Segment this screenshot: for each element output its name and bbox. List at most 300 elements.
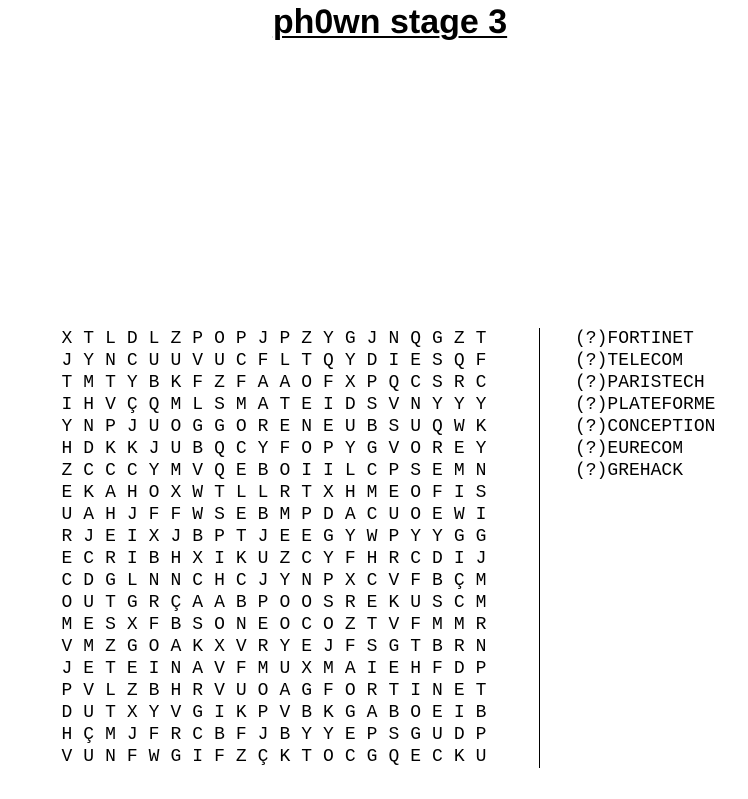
grid-cell[interactable]: A <box>192 659 204 679</box>
grid-cell[interactable]: Y <box>410 527 422 547</box>
grid-cell[interactable]: X <box>301 659 313 679</box>
grid-cell[interactable]: K <box>192 637 204 657</box>
grid-cell[interactable]: Y <box>344 351 356 371</box>
grid-cell[interactable]: A <box>105 483 116 503</box>
grid-cell[interactable]: G <box>366 747 378 767</box>
grid-cell[interactable]: P <box>214 527 225 547</box>
grid-cell[interactable]: E <box>301 637 313 657</box>
grid-cell[interactable]: P <box>235 329 247 349</box>
grid-cell[interactable]: P <box>61 681 73 701</box>
grid-cell[interactable]: C <box>432 747 443 767</box>
grid-cell[interactable]: X <box>148 527 160 547</box>
grid-cell[interactable]: U <box>257 549 269 569</box>
grid-cell[interactable]: V <box>388 395 400 415</box>
grid-cell[interactable]: C <box>235 571 247 591</box>
grid-cell[interactable]: H <box>126 483 138 503</box>
grid-cell[interactable]: I <box>61 395 73 415</box>
grid-cell[interactable]: F <box>344 637 356 657</box>
grid-cell[interactable]: A <box>279 681 291 701</box>
grid-cell[interactable]: L <box>105 329 116 349</box>
grid-cell[interactable]: M <box>323 659 334 679</box>
grid-cell[interactable]: E <box>366 593 378 613</box>
grid-cell[interactable]: P <box>388 461 400 481</box>
grid-cell[interactable]: V <box>83 681 95 701</box>
grid-cell[interactable]: I <box>388 351 400 371</box>
grid-cell[interactable]: V <box>170 703 182 723</box>
grid-cell[interactable]: C <box>105 461 116 481</box>
grid-cell[interactable]: F <box>432 483 443 503</box>
grid-cell[interactable]: W <box>366 527 378 547</box>
grid-cell[interactable]: S <box>432 351 443 371</box>
grid-cell[interactable]: A <box>192 593 204 613</box>
grid-cell[interactable]: H <box>366 549 378 569</box>
grid-cell[interactable]: B <box>148 681 160 701</box>
grid-cell[interactable]: Z <box>235 747 247 767</box>
grid-cell[interactable]: F <box>170 505 182 525</box>
grid-cell[interactable]: V <box>214 659 225 679</box>
grid-cell[interactable]: S <box>214 505 225 525</box>
grid-cell[interactable]: D <box>432 549 443 569</box>
grid-cell[interactable]: J <box>257 571 269 591</box>
grid-cell[interactable]: P <box>192 329 204 349</box>
grid-cell[interactable]: O <box>410 483 422 503</box>
grid-cell[interactable]: Q <box>148 395 160 415</box>
grid-cell[interactable]: O <box>301 373 313 393</box>
grid-cell[interactable]: Y <box>279 571 291 591</box>
grid-cell[interactable]: D <box>453 659 465 679</box>
grid-cell[interactable]: M <box>453 461 465 481</box>
grid-cell[interactable]: P <box>257 593 269 613</box>
grid-cell[interactable]: D <box>453 725 465 745</box>
grid-cell[interactable]: E <box>432 461 443 481</box>
grid-cell[interactable]: B <box>432 637 443 657</box>
grid-cell[interactable]: E <box>83 615 95 635</box>
grid-cell[interactable]: Z <box>301 329 313 349</box>
grid-cell[interactable]: E <box>410 351 422 371</box>
grid-cell[interactable]: T <box>366 615 378 635</box>
grid-cell[interactable]: G <box>170 747 182 767</box>
grid-cell[interactable]: B <box>301 703 313 723</box>
grid-cell[interactable]: K <box>475 417 487 437</box>
grid-cell[interactable]: I <box>453 549 465 569</box>
grid-cell[interactable]: P <box>475 659 487 679</box>
grid-cell[interactable]: Z <box>453 329 465 349</box>
grid-cell[interactable]: R <box>475 615 487 635</box>
grid-cell[interactable]: J <box>61 351 73 371</box>
grid-cell[interactable]: Q <box>214 439 225 459</box>
grid-cell[interactable]: D <box>126 329 138 349</box>
grid-cell[interactable]: C <box>453 593 465 613</box>
grid-cell[interactable]: C <box>61 571 73 591</box>
grid-cell[interactable]: X <box>344 571 356 591</box>
grid-cell[interactable]: J <box>126 505 138 525</box>
grid-cell[interactable]: H <box>105 505 116 525</box>
grid-cell[interactable]: O <box>410 703 422 723</box>
grid-cell[interactable]: P <box>279 329 291 349</box>
grid-cell[interactable]: M <box>475 593 487 613</box>
grid-cell[interactable]: E <box>61 549 73 569</box>
grid-cell[interactable]: P <box>323 571 334 591</box>
grid-cell[interactable]: Ç <box>257 747 269 767</box>
grid-cell[interactable]: N <box>475 461 487 481</box>
grid-cell[interactable]: O <box>279 615 291 635</box>
grid-cell[interactable]: O <box>279 593 291 613</box>
grid-cell[interactable]: Y <box>148 461 160 481</box>
grid-cell[interactable]: A <box>344 505 356 525</box>
grid-cell[interactable]: Z <box>61 461 73 481</box>
grid-cell[interactable]: E <box>61 483 73 503</box>
grid-cell[interactable]: H <box>344 483 356 503</box>
grid-cell[interactable]: U <box>410 593 422 613</box>
grid-cell[interactable]: V <box>235 637 247 657</box>
grid-cell[interactable]: B <box>192 439 204 459</box>
grid-cell[interactable]: U <box>148 417 160 437</box>
grid-cell[interactable]: M <box>432 615 443 635</box>
grid-cell[interactable]: V <box>388 571 400 591</box>
grid-cell[interactable]: H <box>170 549 182 569</box>
grid-cell[interactable]: T <box>105 659 116 679</box>
grid-cell[interactable]: O <box>214 615 225 635</box>
grid-cell[interactable]: U <box>279 659 291 679</box>
grid-cell[interactable]: R <box>257 637 269 657</box>
grid-cell[interactable]: E <box>323 417 334 437</box>
grid-cell[interactable]: S <box>366 637 378 657</box>
grid-cell[interactable]: G <box>344 329 356 349</box>
grid-cell[interactable]: A <box>170 637 182 657</box>
grid-cell[interactable]: A <box>344 659 356 679</box>
grid-cell[interactable]: M <box>83 373 95 393</box>
grid-cell[interactable]: K <box>323 703 334 723</box>
grid-cell[interactable]: I <box>214 703 225 723</box>
grid-cell[interactable]: G <box>323 527 334 547</box>
grid-cell[interactable]: E <box>126 659 138 679</box>
grid-cell[interactable]: T <box>214 483 225 503</box>
grid-cell[interactable]: R <box>344 593 356 613</box>
grid-cell[interactable]: C <box>410 373 422 393</box>
grid-cell[interactable]: G <box>214 417 225 437</box>
grid-cell[interactable]: B <box>148 549 160 569</box>
grid-cell[interactable]: J <box>83 527 95 547</box>
grid-cell[interactable]: T <box>301 747 313 767</box>
grid-cell[interactable]: Q <box>432 417 443 437</box>
grid-cell[interactable]: Q <box>453 351 465 371</box>
grid-cell[interactable]: G <box>126 637 138 657</box>
grid-cell[interactable]: V <box>61 747 73 767</box>
grid-cell[interactable]: Ç <box>126 395 138 415</box>
grid-cell[interactable]: H <box>61 725 73 745</box>
grid-cell[interactable]: X <box>126 615 138 635</box>
grid-cell[interactable]: Y <box>344 527 356 547</box>
grid-cell[interactable]: V <box>61 637 73 657</box>
grid-cell[interactable]: E <box>235 461 247 481</box>
grid-cell[interactable]: W <box>453 417 465 437</box>
grid-cell[interactable]: N <box>170 571 182 591</box>
grid-cell[interactable]: A <box>257 395 269 415</box>
grid-cell[interactable]: I <box>126 549 138 569</box>
grid-cell[interactable]: S <box>105 615 116 635</box>
grid-cell[interactable]: R <box>279 483 291 503</box>
grid-cell[interactable]: Q <box>388 747 400 767</box>
grid-cell[interactable]: T <box>235 527 247 547</box>
grid-cell[interactable]: R <box>453 373 465 393</box>
grid-cell[interactable]: Z <box>170 329 182 349</box>
grid-cell[interactable]: O <box>301 593 313 613</box>
grid-cell[interactable]: A <box>83 505 95 525</box>
grid-cell[interactable]: Y <box>475 395 487 415</box>
grid-cell[interactable]: D <box>83 571 95 591</box>
grid-cell[interactable]: I <box>323 461 334 481</box>
grid-cell[interactable]: S <box>432 593 443 613</box>
grid-cell[interactable]: H <box>83 395 95 415</box>
grid-cell[interactable]: C <box>192 571 204 591</box>
grid-cell[interactable]: M <box>366 483 378 503</box>
grid-cell[interactable]: S <box>366 395 378 415</box>
grid-cell[interactable]: I <box>148 659 160 679</box>
grid-cell[interactable]: N <box>83 417 95 437</box>
grid-cell[interactable]: P <box>475 725 487 745</box>
grid-cell[interactable]: J <box>170 527 182 547</box>
grid-cell[interactable]: F <box>323 373 334 393</box>
grid-cell[interactable]: C <box>301 615 313 635</box>
grid-cell[interactable]: R <box>366 681 378 701</box>
grid-cell[interactable]: V <box>192 461 204 481</box>
grid-cell[interactable]: X <box>170 483 182 503</box>
grid-cell[interactable]: E <box>410 747 422 767</box>
grid-cell[interactable]: R <box>148 593 160 613</box>
grid-cell[interactable]: X <box>214 637 225 657</box>
grid-cell[interactable]: S <box>410 461 422 481</box>
grid-cell[interactable]: J <box>323 637 334 657</box>
grid-cell[interactable]: A <box>257 373 269 393</box>
grid-cell[interactable]: B <box>257 505 269 525</box>
grid-cell[interactable]: B <box>235 593 247 613</box>
grid-cell[interactable]: J <box>257 329 269 349</box>
grid-cell[interactable]: W <box>148 747 160 767</box>
grid-cell[interactable]: Q <box>388 373 400 393</box>
grid-cell[interactable]: K <box>453 747 465 767</box>
grid-cell[interactable]: O <box>214 329 225 349</box>
grid-cell[interactable]: N <box>105 747 116 767</box>
grid-cell[interactable]: Y <box>344 439 356 459</box>
grid-cell[interactable]: D <box>323 505 334 525</box>
grid-cell[interactable]: Y <box>126 373 138 393</box>
grid-cell[interactable]: B <box>279 725 291 745</box>
grid-cell[interactable]: J <box>61 659 73 679</box>
grid-cell[interactable]: C <box>83 549 95 569</box>
grid-cell[interactable]: E <box>432 505 443 525</box>
grid-cell[interactable]: I <box>475 505 487 525</box>
grid-cell[interactable]: E <box>257 615 269 635</box>
grid-cell[interactable]: G <box>410 725 422 745</box>
grid-cell[interactable]: P <box>301 505 313 525</box>
grid-cell[interactable]: F <box>235 725 247 745</box>
grid-cell[interactable]: W <box>453 505 465 525</box>
grid-cell[interactable]: G <box>432 329 443 349</box>
grid-cell[interactable]: L <box>344 461 356 481</box>
grid-cell[interactable]: Q <box>214 461 225 481</box>
grid-cell[interactable]: C <box>344 747 356 767</box>
grid-cell[interactable]: B <box>170 615 182 635</box>
grid-cell[interactable]: O <box>323 747 334 767</box>
grid-cell[interactable]: U <box>83 703 95 723</box>
grid-cell[interactable]: E <box>453 681 465 701</box>
grid-cell[interactable]: I <box>214 549 225 569</box>
grid-cell[interactable]: K <box>170 373 182 393</box>
grid-cell[interactable]: K <box>388 593 400 613</box>
grid-cell[interactable]: U <box>83 747 95 767</box>
grid-cell[interactable]: Y <box>148 703 160 723</box>
grid-cell[interactable]: Y <box>432 527 443 547</box>
grid-cell[interactable]: M <box>170 461 182 481</box>
grid-cell[interactable]: E <box>301 527 313 547</box>
grid-cell[interactable]: U <box>388 505 400 525</box>
grid-cell[interactable]: X <box>344 373 356 393</box>
grid-cell[interactable]: X <box>61 329 73 349</box>
grid-cell[interactable]: E <box>235 505 247 525</box>
grid-cell[interactable]: E <box>105 527 116 547</box>
grid-cell[interactable]: A <box>214 593 225 613</box>
grid-cell[interactable]: C <box>83 461 95 481</box>
grid-cell[interactable]: I <box>301 461 313 481</box>
grid-cell[interactable]: D <box>83 439 95 459</box>
grid-cell[interactable]: Y <box>323 549 334 569</box>
grid-cell[interactable]: U <box>148 351 160 371</box>
grid-cell[interactable]: M <box>279 505 291 525</box>
grid-cell[interactable]: T <box>410 637 422 657</box>
grid-cell[interactable]: O <box>344 681 356 701</box>
grid-cell[interactable]: M <box>83 637 95 657</box>
grid-cell[interactable]: P <box>105 417 116 437</box>
grid-cell[interactable]: X <box>126 703 138 723</box>
grid-cell[interactable]: Y <box>475 439 487 459</box>
grid-cell[interactable]: C <box>366 505 378 525</box>
grid-cell[interactable]: Y <box>61 417 73 437</box>
grid-cell[interactable]: O <box>410 505 422 525</box>
grid-cell[interactable]: N <box>388 329 400 349</box>
grid-cell[interactable]: C <box>235 351 247 371</box>
grid-cell[interactable]: I <box>410 681 422 701</box>
grid-cell[interactable]: R <box>192 681 204 701</box>
grid-cell[interactable]: V <box>388 615 400 635</box>
grid-cell[interactable]: D <box>366 351 378 371</box>
grid-cell[interactable]: U <box>170 439 182 459</box>
grid-cell[interactable]: G <box>301 681 313 701</box>
grid-cell[interactable]: J <box>475 549 487 569</box>
grid-cell[interactable]: Y <box>323 725 334 745</box>
grid-cell[interactable]: L <box>279 351 291 371</box>
grid-cell[interactable]: G <box>105 571 116 591</box>
grid-cell[interactable]: O <box>323 615 334 635</box>
grid-cell[interactable]: H <box>214 571 225 591</box>
grid-cell[interactable]: K <box>126 439 138 459</box>
grid-cell[interactable]: K <box>105 439 116 459</box>
grid-cell[interactable]: X <box>323 483 334 503</box>
grid-cell[interactable]: F <box>148 505 160 525</box>
grid-cell[interactable]: C <box>366 571 378 591</box>
grid-cell[interactable]: S <box>214 395 225 415</box>
grid-cell[interactable]: F <box>148 615 160 635</box>
grid-cell[interactable]: W <box>192 505 204 525</box>
grid-cell[interactable]: L <box>126 571 138 591</box>
grid-cell[interactable]: Z <box>126 681 138 701</box>
grid-cell[interactable]: H <box>410 659 422 679</box>
grid-cell[interactable]: Z <box>105 637 116 657</box>
grid-cell[interactable]: Y <box>257 439 269 459</box>
grid-cell[interactable]: U <box>235 681 247 701</box>
grid-cell[interactable]: F <box>235 373 247 393</box>
grid-cell[interactable]: C <box>410 549 422 569</box>
grid-cell[interactable]: P <box>257 703 269 723</box>
grid-cell[interactable]: R <box>105 549 116 569</box>
grid-cell[interactable]: U <box>61 505 73 525</box>
grid-cell[interactable]: N <box>148 571 160 591</box>
grid-cell[interactable]: B <box>388 703 400 723</box>
grid-cell[interactable]: K <box>235 549 247 569</box>
grid-cell[interactable]: B <box>192 527 204 547</box>
grid-cell[interactable]: E <box>388 483 400 503</box>
grid-cell[interactable]: S <box>388 725 400 745</box>
grid-cell[interactable]: G <box>192 703 204 723</box>
grid-cell[interactable]: G <box>344 703 356 723</box>
grid-cell[interactable]: M <box>453 615 465 635</box>
grid-cell[interactable]: H <box>170 681 182 701</box>
grid-cell[interactable]: T <box>61 373 73 393</box>
grid-cell[interactable]: W <box>192 483 204 503</box>
grid-cell[interactable]: C <box>301 549 313 569</box>
grid-cell[interactable]: J <box>148 439 160 459</box>
grid-cell[interactable]: O <box>257 681 269 701</box>
grid-cell[interactable]: T <box>279 395 291 415</box>
grid-cell[interactable]: T <box>475 329 487 349</box>
grid-cell[interactable]: N <box>235 615 247 635</box>
grid-cell[interactable]: Y <box>432 395 443 415</box>
grid-cell[interactable]: Q <box>323 351 334 371</box>
grid-cell[interactable]: Ç <box>170 593 182 613</box>
grid-cell[interactable]: S <box>192 615 204 635</box>
grid-cell[interactable]: V <box>192 351 204 371</box>
grid-cell[interactable]: B <box>432 571 443 591</box>
grid-cell[interactable]: E <box>279 527 291 547</box>
grid-cell[interactable]: B <box>475 703 487 723</box>
grid-cell[interactable]: G <box>366 439 378 459</box>
grid-cell[interactable]: D <box>61 703 73 723</box>
grid-cell[interactable]: S <box>432 373 443 393</box>
grid-cell[interactable]: Ç <box>453 571 465 591</box>
grid-cell[interactable]: F <box>192 373 204 393</box>
grid-cell[interactable]: B <box>366 417 378 437</box>
grid-cell[interactable]: E <box>388 659 400 679</box>
grid-cell[interactable]: R <box>61 527 73 547</box>
grid-cell[interactable]: O <box>61 593 73 613</box>
grid-cell[interactable]: A <box>279 373 291 393</box>
grid-cell[interactable]: Y <box>323 329 334 349</box>
grid-cell[interactable]: F <box>148 725 160 745</box>
grid-cell[interactable]: O <box>410 439 422 459</box>
grid-cell[interactable]: K <box>83 483 95 503</box>
grid-cell[interactable]: U <box>475 747 487 767</box>
grid-cell[interactable]: C <box>475 373 487 393</box>
grid-cell[interactable]: U <box>432 725 443 745</box>
grid-cell[interactable]: I <box>453 483 465 503</box>
grid-cell[interactable]: O <box>170 417 182 437</box>
grid-cell[interactable]: I <box>192 747 204 767</box>
grid-cell[interactable]: M <box>61 615 73 635</box>
grid-cell[interactable]: C <box>235 439 247 459</box>
grid-cell[interactable]: L <box>235 483 247 503</box>
grid-cell[interactable]: P <box>323 439 334 459</box>
grid-cell[interactable]: N <box>105 351 116 371</box>
grid-cell[interactable]: A <box>366 703 378 723</box>
